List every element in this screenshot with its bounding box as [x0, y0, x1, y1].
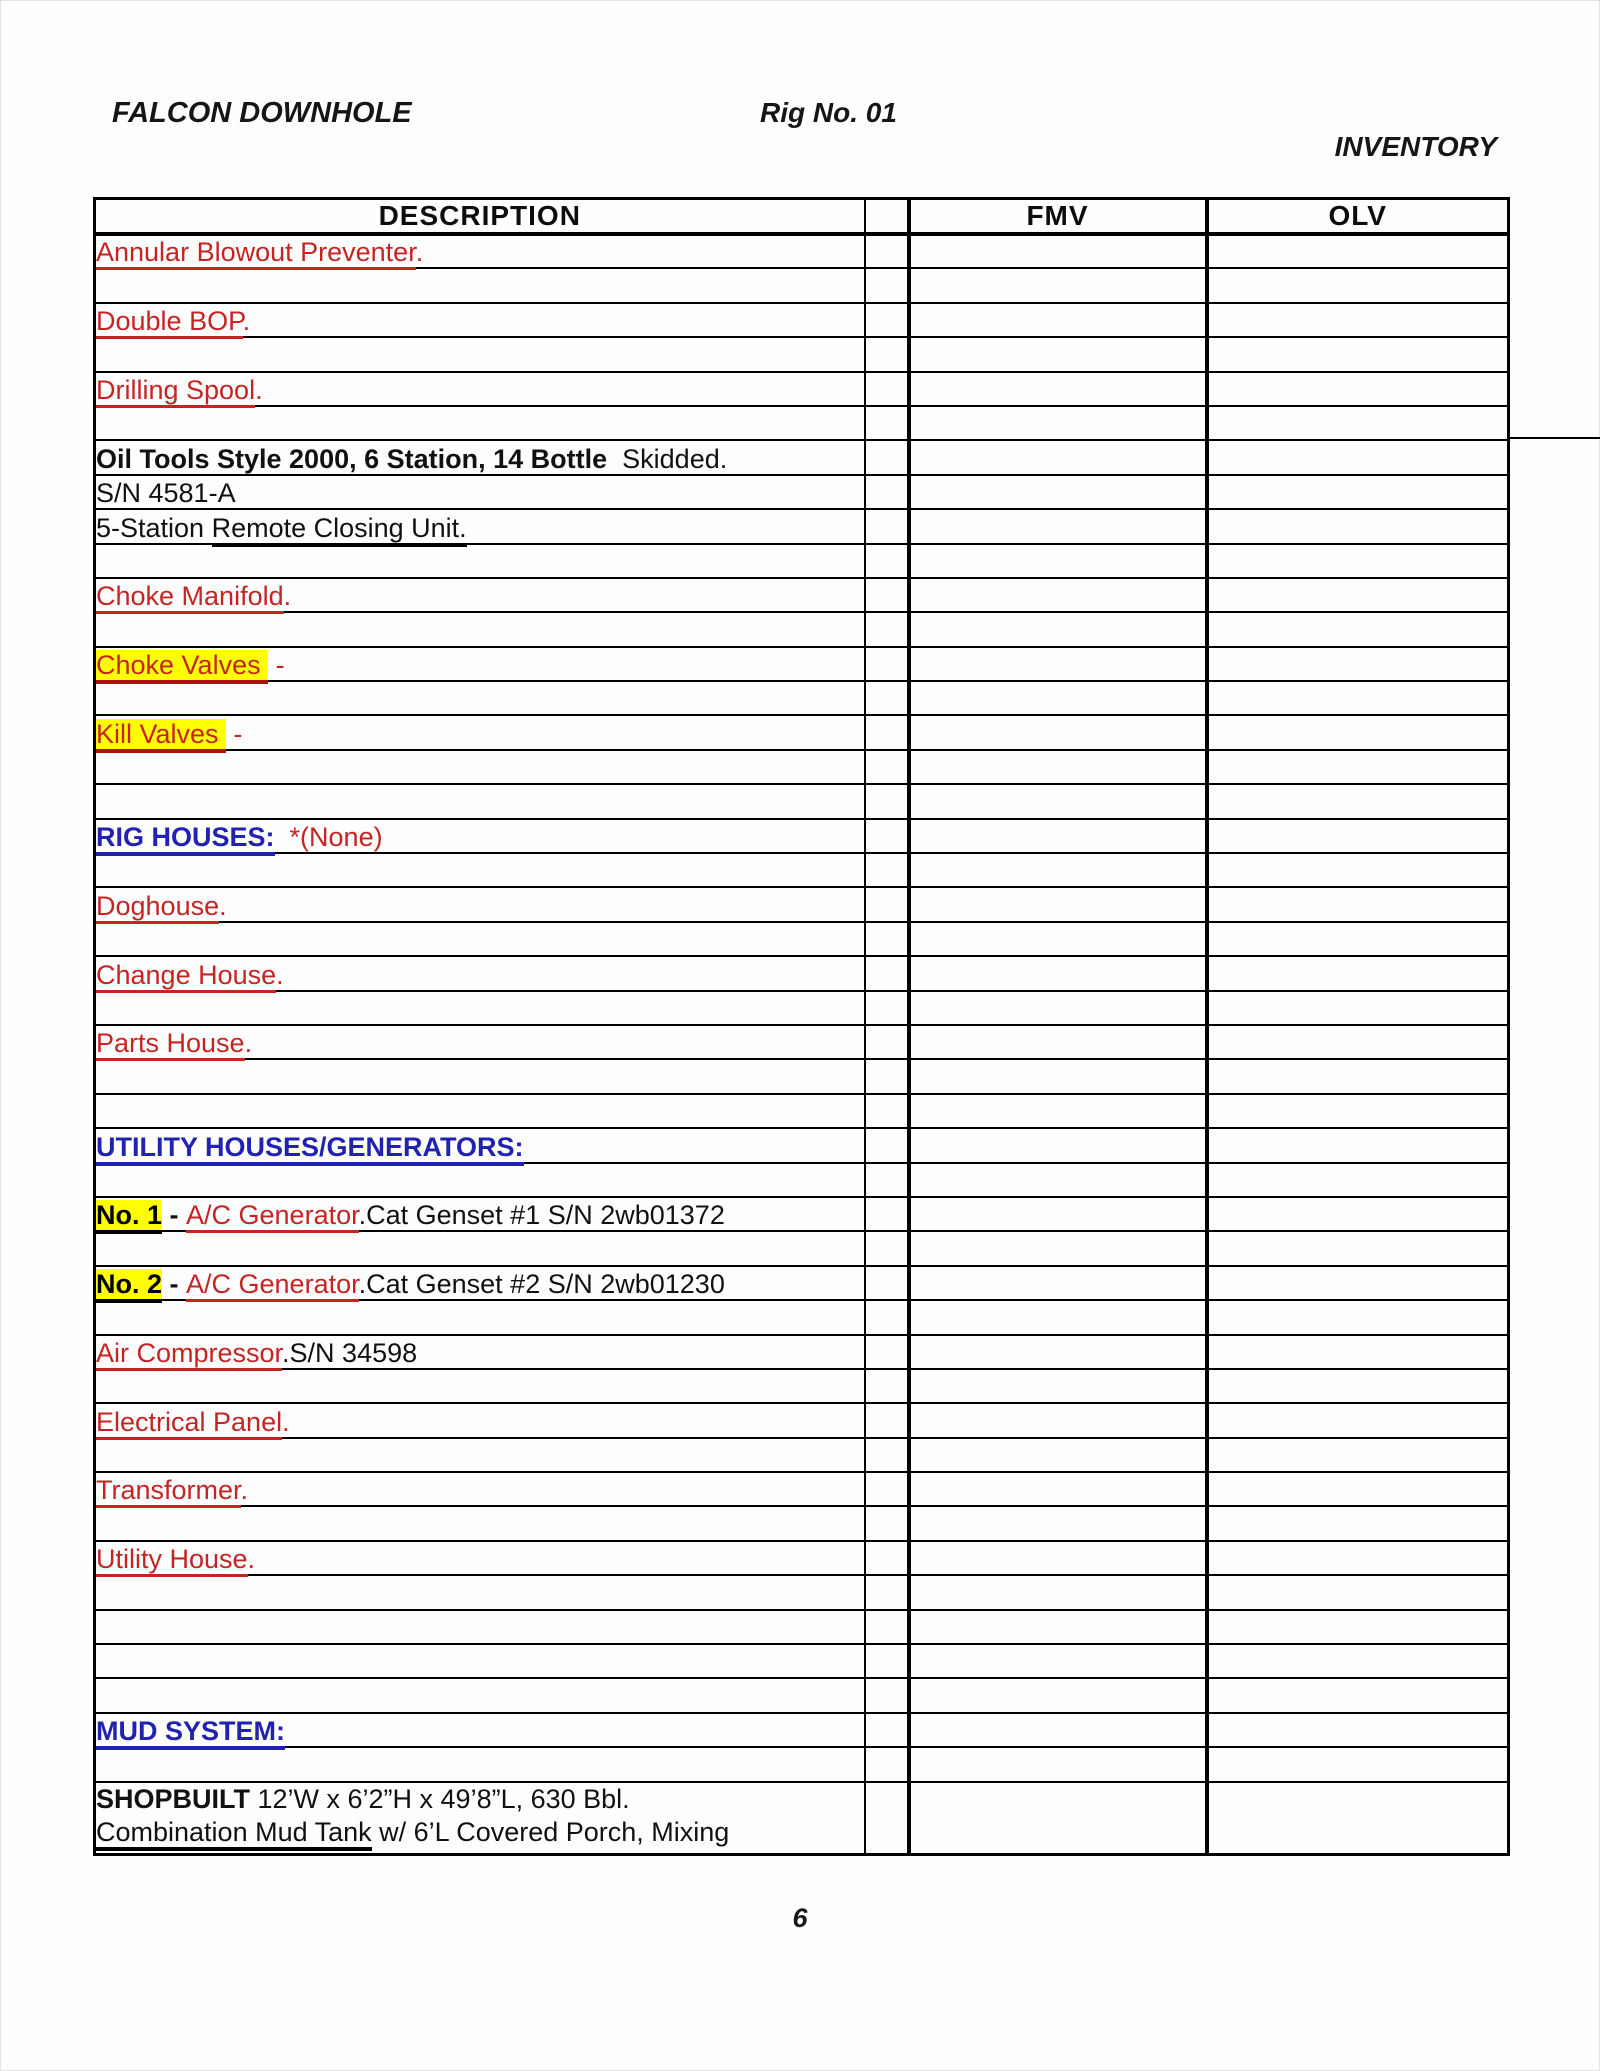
spacer-cell [865, 509, 909, 543]
fmv-cell [909, 1610, 1207, 1644]
spacer-cell [865, 544, 909, 578]
fmv-cell [909, 1506, 1207, 1540]
table-row [95, 991, 1509, 1025]
description-cell [95, 1438, 865, 1472]
description-cell [95, 1300, 865, 1334]
spacer-cell [865, 475, 909, 509]
spacer-cell [865, 1747, 909, 1781]
description-cell [95, 647, 865, 681]
spacer-cell [865, 1506, 909, 1540]
olv-cell [1207, 372, 1509, 406]
text-segment: . [276, 959, 284, 990]
text-segment: MUD SYSTEM: [96, 1716, 285, 1750]
fmv-cell [909, 956, 1207, 990]
text-segment: Doghouse [96, 891, 219, 924]
spacer-cell [865, 372, 909, 406]
description-cell [95, 337, 865, 371]
fmv-cell [909, 1369, 1207, 1403]
table-row [95, 268, 1509, 302]
table-row [95, 784, 1509, 818]
olv-cell [1207, 681, 1509, 715]
table-row [95, 1369, 1509, 1403]
olv-cell [1207, 1541, 1509, 1575]
text-segment: . [219, 890, 227, 921]
olv-cell [1207, 1059, 1509, 1093]
table-row [95, 1747, 1509, 1781]
description-cell [95, 612, 865, 646]
description-cell [95, 1231, 865, 1265]
olv-cell [1207, 750, 1509, 784]
inventory-table [93, 197, 1510, 1856]
description-cell [95, 715, 865, 749]
text-segment: . [415, 237, 424, 268]
table-row [95, 1575, 1509, 1609]
description-cell [95, 1575, 865, 1609]
table-row [95, 887, 1509, 921]
text-segment: *(None) [289, 822, 383, 853]
table-row [95, 544, 1509, 578]
fmv-cell [909, 819, 1207, 853]
text-segment: Parts House [96, 1028, 245, 1061]
table-header-row [95, 199, 1509, 235]
text-segment: 5-Station [96, 512, 212, 543]
description-header: DESCRIPTION [95, 199, 865, 235]
spacer-cell [865, 1335, 909, 1369]
text-segment: . [283, 581, 292, 612]
description-cell [95, 1644, 865, 1678]
description-cell [95, 475, 865, 509]
spacer-cell [865, 234, 909, 268]
page-number: 6 [792, 1903, 808, 1933]
table-row [95, 1300, 1509, 1334]
olv-cell [1207, 922, 1509, 956]
olv-cell [1207, 1197, 1509, 1231]
olv-cell [1207, 1128, 1509, 1162]
fmv-cell [909, 337, 1207, 371]
description-cell [95, 1506, 865, 1540]
table-row [95, 1197, 1509, 1231]
description-cell [95, 991, 865, 1025]
text-segment: - [162, 1269, 187, 1300]
text-segment: . [255, 374, 263, 405]
table-row [95, 509, 1509, 543]
description-cell [95, 1335, 865, 1369]
spacer-cell [865, 1575, 909, 1609]
description-cell [95, 1403, 865, 1437]
description-cell [95, 1369, 865, 1403]
olv-cell [1207, 1231, 1509, 1265]
olv-cell [1207, 1575, 1509, 1609]
text-segment: Oil Tools Style 2000, 6 Station, 14 Bottle [96, 443, 608, 474]
olv-cell [1207, 1472, 1509, 1506]
fmv-cell [909, 1300, 1207, 1334]
table-row [95, 578, 1509, 612]
table-row [95, 1713, 1509, 1747]
description-cell [95, 578, 865, 612]
olv-cell [1207, 647, 1509, 681]
scan-artifact-line [1507, 437, 1600, 439]
spacer-cell [865, 303, 909, 337]
text-segment: Transformer [96, 1475, 241, 1508]
description-cell [95, 1094, 865, 1128]
document-title: INVENTORY [1334, 131, 1497, 162]
text-segment: Utility House [96, 1544, 248, 1577]
spacer-cell [865, 715, 909, 749]
spacer-cell [865, 647, 909, 681]
description-cell [95, 1678, 865, 1712]
fmv-cell [909, 1231, 1207, 1265]
description-cell [95, 234, 865, 268]
description-cell [95, 1541, 865, 1575]
spacer-cell [865, 1094, 909, 1128]
table-row [95, 612, 1509, 646]
fmv-cell [909, 647, 1207, 681]
text-segment: .S/N 34598 [282, 1337, 418, 1368]
text-segment: Choke Manifold [96, 581, 284, 614]
text-segment: A/C Generator [186, 1200, 359, 1233]
spacer-cell [865, 1610, 909, 1644]
table-row [95, 1644, 1509, 1678]
fmv-cell [909, 1782, 1207, 1855]
text-segment: - [162, 1200, 187, 1231]
olv-cell [1207, 612, 1509, 646]
fmv-header: FMV [909, 199, 1207, 235]
fmv-cell [909, 1403, 1207, 1437]
olv-cell [1207, 440, 1509, 474]
description-cell [95, 509, 865, 543]
fmv-cell [909, 1163, 1207, 1197]
text-segment: SHOPBUILT [96, 1783, 250, 1814]
description-cell [95, 1163, 865, 1197]
table-row [95, 1678, 1509, 1712]
fmv-cell [909, 1128, 1207, 1162]
spacer-cell [865, 750, 909, 784]
table-row [95, 234, 1509, 268]
fmv-cell [909, 372, 1207, 406]
text-segment: UTILITY HOUSES/GENERATORS: [96, 1132, 524, 1166]
description-cell [95, 544, 865, 578]
description-cell [95, 1610, 865, 1644]
fmv-cell [909, 853, 1207, 887]
olv-cell [1207, 337, 1509, 371]
olv-cell [1207, 1335, 1509, 1369]
spacer-cell [865, 1403, 909, 1437]
description-cell [95, 1059, 865, 1093]
text-segment: . [282, 1406, 290, 1437]
spacer-cell [865, 1678, 909, 1712]
fmv-cell [909, 1713, 1207, 1747]
spacer-cell [865, 819, 909, 853]
description-cell [95, 1266, 865, 1300]
spacer-cell [865, 922, 909, 956]
spacer-cell [865, 337, 909, 371]
table-row [95, 647, 1509, 681]
fmv-cell [909, 1059, 1207, 1093]
olv-cell [1207, 1678, 1509, 1712]
description-cell [95, 406, 865, 440]
fmv-cell [909, 268, 1207, 302]
fmv-cell [909, 1266, 1207, 1300]
description-cell [95, 1025, 865, 1059]
spacer-cell [865, 1300, 909, 1334]
spacer-cell [865, 1231, 909, 1265]
spacer-cell [865, 1541, 909, 1575]
table-row [95, 1472, 1509, 1506]
table-row [95, 819, 1509, 853]
fmv-cell [909, 715, 1207, 749]
text-segment: A/C Generator [186, 1269, 359, 1302]
olv-cell [1207, 544, 1509, 578]
fmv-cell [909, 1438, 1207, 1472]
olv-cell [1207, 1438, 1509, 1472]
fmv-cell [909, 578, 1207, 612]
text-segment: Air Compressor [96, 1338, 282, 1371]
fmv-cell [909, 234, 1207, 268]
olv-cell [1207, 819, 1509, 853]
fmv-cell [909, 475, 1207, 509]
text-segment: No. 1 [96, 1200, 162, 1234]
table-row [95, 1610, 1509, 1644]
fmv-cell [909, 544, 1207, 578]
text-segment: Drilling Spool [96, 375, 255, 408]
olv-cell [1207, 509, 1509, 543]
description-cell [95, 372, 865, 406]
text-segment: . [242, 306, 251, 337]
text-segment: Kill Valves [96, 719, 226, 753]
spacer-cell [865, 784, 909, 818]
text-segment: Choke Valves [96, 650, 268, 684]
olv-header: OLV [1207, 199, 1509, 235]
olv-cell [1207, 268, 1509, 302]
olv-cell [1207, 1403, 1509, 1437]
table-row [95, 1128, 1509, 1162]
table-row [95, 1403, 1509, 1437]
olv-cell [1207, 1300, 1509, 1334]
description-cell [95, 1782, 865, 1855]
description-cell [95, 922, 865, 956]
description-cell [95, 750, 865, 784]
text-segment: S/N 4581-A [96, 478, 236, 509]
olv-cell [1207, 1506, 1509, 1540]
table-row [95, 303, 1509, 337]
description-cell [95, 268, 865, 302]
table-row [95, 715, 1509, 749]
description-cell [95, 956, 865, 990]
table-row [95, 1025, 1509, 1059]
fmv-cell [909, 303, 1207, 337]
fmv-cell [909, 681, 1207, 715]
description-cell [95, 1128, 865, 1162]
olv-cell [1207, 715, 1509, 749]
table-row [95, 1782, 1509, 1855]
table-row [95, 1506, 1509, 1540]
text-segment: Skidded. [607, 443, 728, 474]
fmv-cell [909, 1747, 1207, 1781]
table-row [95, 853, 1509, 887]
fmv-cell [909, 1197, 1207, 1231]
table-row [95, 406, 1509, 440]
table-row [95, 337, 1509, 371]
table-row [95, 372, 1509, 406]
spacer-cell [865, 1163, 909, 1197]
text-segment: No. 2 [96, 1269, 162, 1303]
fmv-cell [909, 1678, 1207, 1712]
table-row [95, 1094, 1509, 1128]
table-row [95, 1438, 1509, 1472]
description-cell [95, 440, 865, 474]
fmv-cell [909, 612, 1207, 646]
text-segment: .Cat Genset #2 S/N 2wb01230 [358, 1269, 725, 1300]
text-segment: w/ 6’L Covered Porch, Mixing [371, 1816, 730, 1847]
spacer-cell [865, 956, 909, 990]
spacer-cell [865, 1782, 909, 1855]
spacer-cell [865, 1025, 909, 1059]
olv-cell [1207, 991, 1509, 1025]
spacer-cell [865, 578, 909, 612]
table-row [95, 475, 1509, 509]
text-segment: Annular Blowout Preventer [96, 237, 416, 270]
olv-cell [1207, 1747, 1509, 1781]
text-segment: 12’W x 6’2”H x 49’8”L, 630 Bbl. [250, 1783, 630, 1814]
fmv-cell [909, 1541, 1207, 1575]
description-cell [95, 887, 865, 921]
table-row [95, 1266, 1509, 1300]
table-row [95, 1335, 1509, 1369]
spacer-cell [865, 1472, 909, 1506]
fmv-cell [909, 1094, 1207, 1128]
description-cell [95, 1197, 865, 1231]
spacer-header [865, 199, 909, 235]
text-segment: . [247, 1544, 256, 1575]
fmv-cell [909, 1025, 1207, 1059]
fmv-cell [909, 1644, 1207, 1678]
olv-cell [1207, 1266, 1509, 1300]
spacer-cell [865, 853, 909, 887]
rig-number: Rig No. 01 [760, 97, 897, 128]
table-row [95, 1163, 1509, 1197]
fmv-cell [909, 887, 1207, 921]
fmv-cell [909, 1335, 1207, 1369]
spacer-cell [865, 406, 909, 440]
text-segment: .Cat Genset #1 S/N 2wb01372 [358, 1200, 725, 1231]
olv-cell [1207, 475, 1509, 509]
description-cell [95, 1472, 865, 1506]
fmv-cell [909, 750, 1207, 784]
spacer-cell [865, 612, 909, 646]
olv-cell [1207, 234, 1509, 268]
olv-cell [1207, 853, 1509, 887]
description-cell [95, 681, 865, 715]
description-cell [95, 303, 865, 337]
text-segment: . [240, 1475, 249, 1506]
table-row [95, 1059, 1509, 1093]
fmv-cell [909, 406, 1207, 440]
olv-cell [1207, 1644, 1509, 1678]
description-cell [95, 1747, 865, 1781]
text-segment: Change House [96, 960, 276, 993]
spacer-cell [865, 1266, 909, 1300]
olv-cell [1207, 956, 1509, 990]
table-row [95, 681, 1509, 715]
olv-cell [1207, 1782, 1509, 1855]
olv-cell [1207, 1713, 1509, 1747]
olv-cell [1207, 578, 1509, 612]
spacer-cell [865, 887, 909, 921]
text-segment: Combination Mud Tank [96, 1817, 372, 1851]
description-cell [95, 853, 865, 887]
olv-cell [1207, 887, 1509, 921]
table-row [95, 1231, 1509, 1265]
description-cell [95, 819, 865, 853]
fmv-cell [909, 440, 1207, 474]
description-cell [95, 1713, 865, 1747]
spacer-cell [865, 268, 909, 302]
spacer-cell [865, 1644, 909, 1678]
text-segment: - [268, 650, 285, 681]
table-row [95, 440, 1509, 474]
fmv-cell [909, 509, 1207, 543]
text-segment: Electrical Panel [96, 1407, 282, 1440]
text-segment: RIG HOUSES: [96, 822, 275, 856]
spacer-cell [865, 1438, 909, 1472]
olv-cell [1207, 303, 1509, 337]
fmv-cell [909, 991, 1207, 1025]
company-name: FALCON DOWNHOLE [112, 97, 412, 129]
olv-cell [1207, 406, 1509, 440]
fmv-cell [909, 1472, 1207, 1506]
spacer-cell [865, 991, 909, 1025]
olv-cell [1207, 1369, 1509, 1403]
table-row [95, 1541, 1509, 1575]
olv-cell [1207, 1094, 1509, 1128]
spacer-cell [865, 681, 909, 715]
spacer-cell [865, 1369, 909, 1403]
text-segment: Remote Closing Unit. [212, 513, 467, 547]
olv-cell [1207, 1025, 1509, 1059]
text-segment: Double BOP [96, 306, 243, 339]
table-row [95, 750, 1509, 784]
spacer-cell [865, 1713, 909, 1747]
text-segment: - [226, 718, 243, 749]
text-segment: . [244, 1028, 253, 1059]
table-row [95, 922, 1509, 956]
olv-cell [1207, 1163, 1509, 1197]
text-segment [275, 822, 290, 852]
fmv-cell [909, 784, 1207, 818]
olv-cell [1207, 1610, 1509, 1644]
spacer-cell [865, 1128, 909, 1162]
olv-cell [1207, 784, 1509, 818]
description-cell [95, 784, 865, 818]
fmv-cell [909, 1575, 1207, 1609]
spacer-cell [865, 440, 909, 474]
spacer-cell [865, 1197, 909, 1231]
table-row [95, 956, 1509, 990]
fmv-cell [909, 922, 1207, 956]
spacer-cell [865, 1059, 909, 1093]
